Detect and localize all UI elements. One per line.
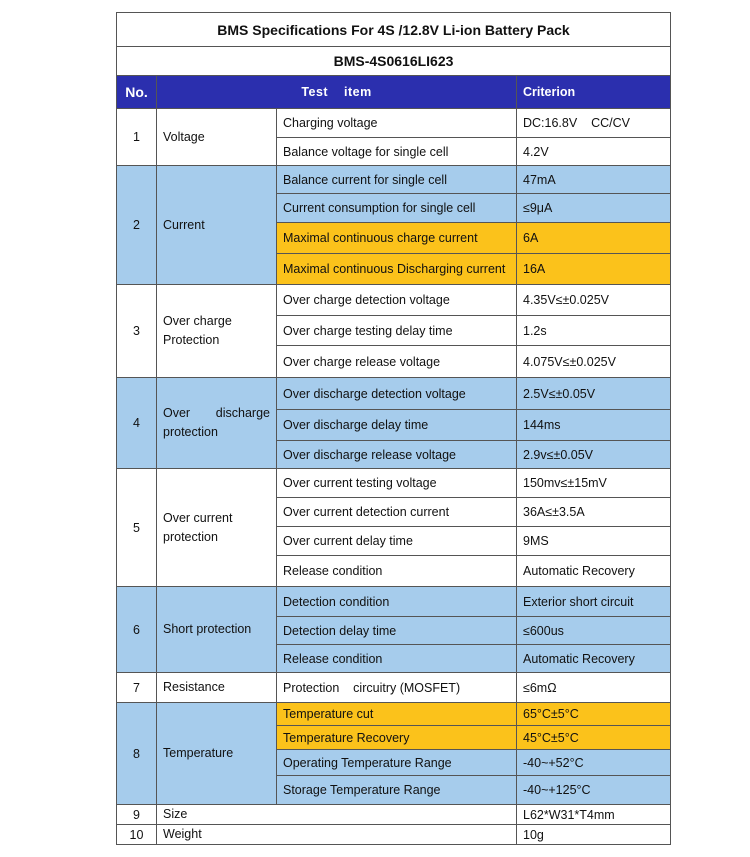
criterion-cell: 6A [517,223,671,254]
criterion-cell: 45°C±5°C [517,726,671,750]
criterion-cell: 10g [517,825,671,845]
table-row [117,805,671,825]
row-item: Size [157,805,517,825]
table-row [117,673,671,703]
test-cell: Balance current for single cell [277,166,517,194]
row-item: Voltage [157,109,277,166]
criterion-cell: 150mv≤±15mV [517,469,671,498]
row-number: 3 [117,285,157,378]
table-row [117,378,671,410]
criterion-cell: DC:16.8V CC/CV [517,109,671,138]
criterion-cell: 2.9v≤±0.05V [517,441,671,469]
test-cell: Detection delay time [277,617,517,645]
criterion-cell: -40~+52°C [517,750,671,776]
header-test-item: Test item [157,76,517,109]
row-item: Temperature [157,703,277,805]
row-number: 1 [117,109,157,166]
test-cell: Over discharge release voltage [277,441,517,469]
table-row [117,469,671,498]
test-cell: Over discharge delay time [277,410,517,441]
test-cell: Over charge detection voltage [277,285,517,316]
model-number: BMS-4S0616LI623 [117,47,671,76]
test-cell: Release condition [277,556,517,587]
test-cell: Over current testing voltage [277,469,517,498]
criterion-cell: Automatic Recovery [517,645,671,673]
table-row [117,703,671,726]
test-cell: Maximal continuous Discharging current [277,254,517,285]
test-cell: Operating Temperature Range [277,750,517,776]
test-cell: Protection circuitry (MOSFET) [277,673,517,703]
row-item: Over current protection [157,469,277,587]
table-row [117,825,671,845]
test-cell: Charging voltage [277,109,517,138]
row-number: 6 [117,587,157,673]
row-item: Over discharge protection [157,378,277,469]
criterion-cell: L62*W31*T4mm [517,805,671,825]
criterion-cell: 4.35V≤±0.025V [517,285,671,316]
row-item: Weight [157,825,517,845]
row-number: 5 [117,469,157,587]
row-number: 10 [117,825,157,845]
criterion-cell: Automatic Recovery [517,556,671,587]
model-row [117,47,671,76]
header-row [117,76,671,109]
row-item: Over charge Protection [157,285,277,378]
test-cell: Temperature cut [277,703,517,726]
table-row [117,109,671,138]
test-cell: Over current detection current [277,498,517,527]
criterion-cell: 47mA [517,166,671,194]
row-number: 9 [117,805,157,825]
criterion-cell: 9MS [517,527,671,556]
criterion-cell: -40~+125°C [517,776,671,805]
table-row [117,285,671,316]
test-cell: Maximal continuous charge current [277,223,517,254]
test-cell: Current consumption for single cell [277,194,517,223]
test-cell: Balance voltage for single cell [277,138,517,166]
criterion-cell: Exterior short circuit [517,587,671,617]
test-cell: Over discharge detection voltage [277,378,517,410]
criterion-cell: 2.5V≤±0.05V [517,378,671,410]
criterion-cell: ≤6mΩ [517,673,671,703]
test-cell: Over current delay time [277,527,517,556]
criterion-cell: 36A≤±3.5A [517,498,671,527]
test-cell: Over charge release voltage [277,346,517,378]
document-title: BMS Specifications For 4S /12.8V Li-ion Battery Pack [117,13,671,47]
row-number: 8 [117,703,157,805]
test-cell: Over charge testing delay time [277,316,517,346]
spec-table [116,12,671,845]
criterion-cell: 144ms [517,410,671,441]
row-number: 7 [117,673,157,703]
criterion-cell: 65°C±5°C [517,703,671,726]
criterion-cell: ≤9μA [517,194,671,223]
test-cell: Storage Temperature Range [277,776,517,805]
criterion-cell: 4.2V [517,138,671,166]
title-row [117,13,671,47]
table-row [117,166,671,194]
row-item: Short protection [157,587,277,673]
header-criterion: Criterion [517,76,671,109]
test-cell: Detection condition [277,587,517,617]
row-item: Current [157,166,277,285]
criterion-cell: 4.075V≤±0.025V [517,346,671,378]
table-row [117,587,671,617]
test-cell: Release condition [277,645,517,673]
row-number: 4 [117,378,157,469]
criterion-cell: 1.2s [517,316,671,346]
header-no: No. [117,76,157,109]
criterion-cell: ≤600us [517,617,671,645]
row-number: 2 [117,166,157,285]
criterion-cell: 16A [517,254,671,285]
row-item: Resistance [157,673,277,703]
spec-sheet [116,12,670,845]
test-cell: Temperature Recovery [277,726,517,750]
